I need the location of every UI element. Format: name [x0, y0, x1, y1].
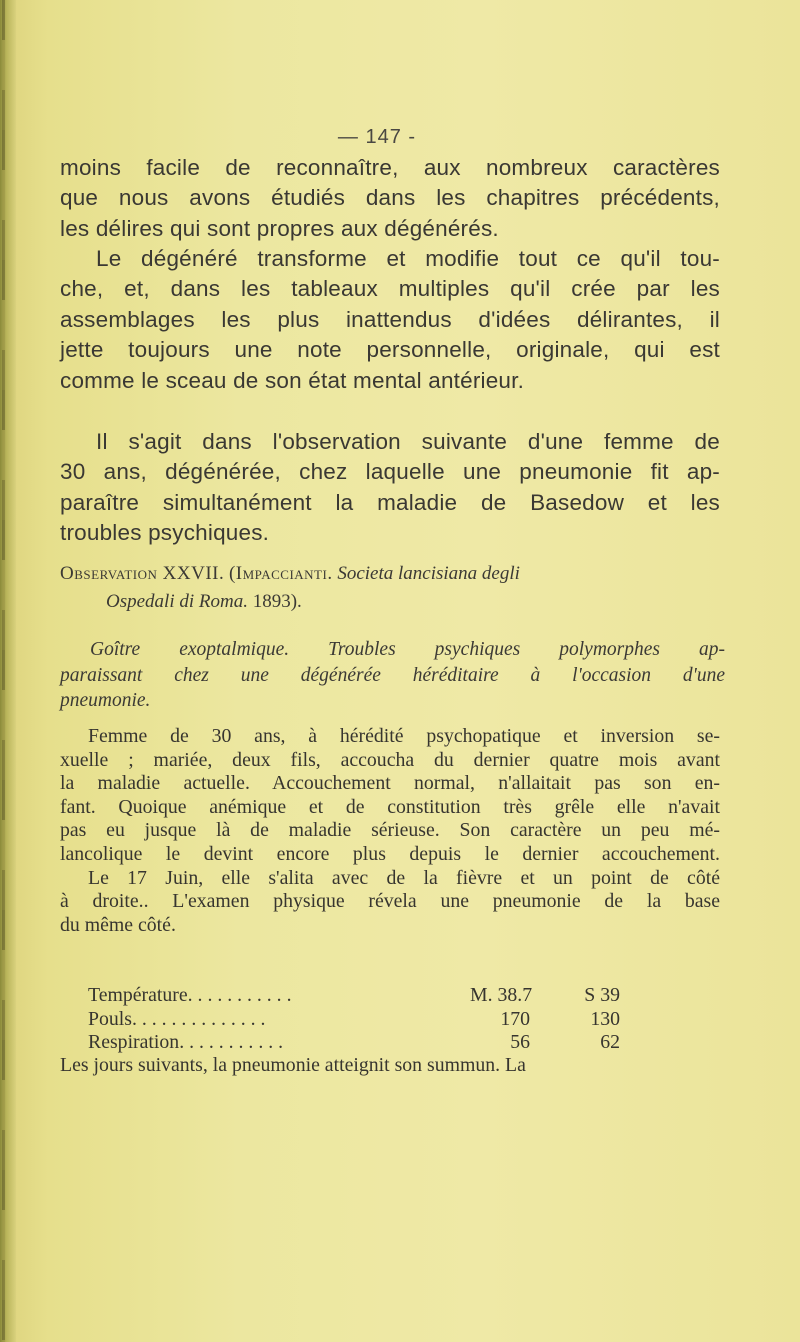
text-line: que nous avons étudiés dans les chapitres précédents, [60, 185, 720, 211]
paragraph-degenere [60, 244, 720, 396]
text-line: du même côté. [60, 913, 176, 936]
vitals-row-respiration [88, 1031, 648, 1055]
observation-label: Observation XXVII. [60, 563, 225, 584]
text-line: les délires qui sont propres aux dégénérés. [60, 215, 499, 241]
text-line: la maladie actuelle. Accouchement normal, n'allaitait pas son en- [60, 772, 720, 795]
case-description [60, 725, 720, 937]
vitals-row-pulse [88, 1008, 648, 1032]
observation-source: Societa lancisiana degli [337, 563, 520, 584]
text-line: Le dégénéré transforme et modifie tout ce qu'il tou- [96, 246, 720, 271]
text-line: Femme de 30 ans, à hérédité psychopatique et inversion se- [88, 725, 720, 747]
text-line: à droite.. L'examen physique révela une pneumonie de la base [60, 890, 720, 913]
text-line: che, et, dans les tableaux multiples qu'il crée par les [60, 276, 720, 302]
vitals-evening-value: 62 [600, 1031, 620, 1054]
text-line: pneumonie. [60, 690, 151, 712]
text-line: assemblages les plus inattendus d'idées délirantes, il [60, 306, 720, 332]
paragraph-observation-intro [60, 427, 720, 549]
vitals-label: Température. . . . . . . . . . . [88, 984, 292, 1006]
vitals-row-temperature [88, 984, 648, 1008]
observation-heading [60, 560, 720, 616]
observation-source-continued: Ospedali di Roma. [106, 591, 248, 612]
text-line: Le 17 Juin, elle s'alita avec de la fièvre et un point de côté [88, 866, 720, 889]
text-line: 30 ans, dégénérée, chez laquelle une pneumonie fit ap- [60, 459, 720, 485]
vitals-table [88, 984, 648, 1055]
text-line: xuelle ; mariée, deux fils, accoucha du dernier quatre mois avant [60, 748, 720, 771]
text-line: jette toujours une note personnelle, originale, qui est [60, 337, 720, 363]
paragraph-intro [60, 153, 720, 244]
vitals-evening-value: S 39 [584, 984, 620, 1006]
text-line: fant. Quoique anémique et de constitution très grêle elle n'avait [60, 795, 720, 818]
closing-text-line: Les jours suivants, la pneumonie atteignit son summun. La [60, 1054, 526, 1076]
text-line: lancolique le devint encore plus depuis le dernier accouchement. [60, 842, 720, 865]
vitals-morning-value: M. 38.7 [470, 984, 533, 1006]
text-line: troubles psychiques. [60, 520, 270, 546]
text-line: Goître exoptalmique. Troubles psychiques polymorphes ap- [90, 639, 725, 660]
text-line: comme le sceau de son état mental antérieur. [60, 367, 525, 393]
text-line: paraissant chez une dégénérée héréditaire à l'occasion d'une [60, 664, 725, 686]
text-line: moins facile de reconnaître, aux nombreux caractères [60, 155, 720, 180]
vitals-morning-value: 170 [500, 1007, 530, 1030]
observation-subtitle [60, 637, 725, 714]
text-line: paraître simultanément la maladie de Basedow et les [60, 489, 720, 515]
text-line: pas eu jusque là de maladie sérieuse. Son caractère un peu mé- [60, 819, 720, 842]
vitals-label: Respiration. . . . . . . . . . . [88, 1031, 284, 1054]
text-line: Il s'agit dans l'observation suivante d'une femme de [96, 429, 720, 454]
observation-author: (Impaccianti. [228, 563, 333, 584]
observation-year: 1893). [252, 591, 302, 612]
vitals-morning-value: 56 [510, 1031, 530, 1054]
vitals-label: Pouls. . . . . . . . . . . . . . [88, 1007, 266, 1030]
vitals-evening-value: 130 [590, 1007, 620, 1030]
page-number: — 147 - [337, 126, 417, 148]
